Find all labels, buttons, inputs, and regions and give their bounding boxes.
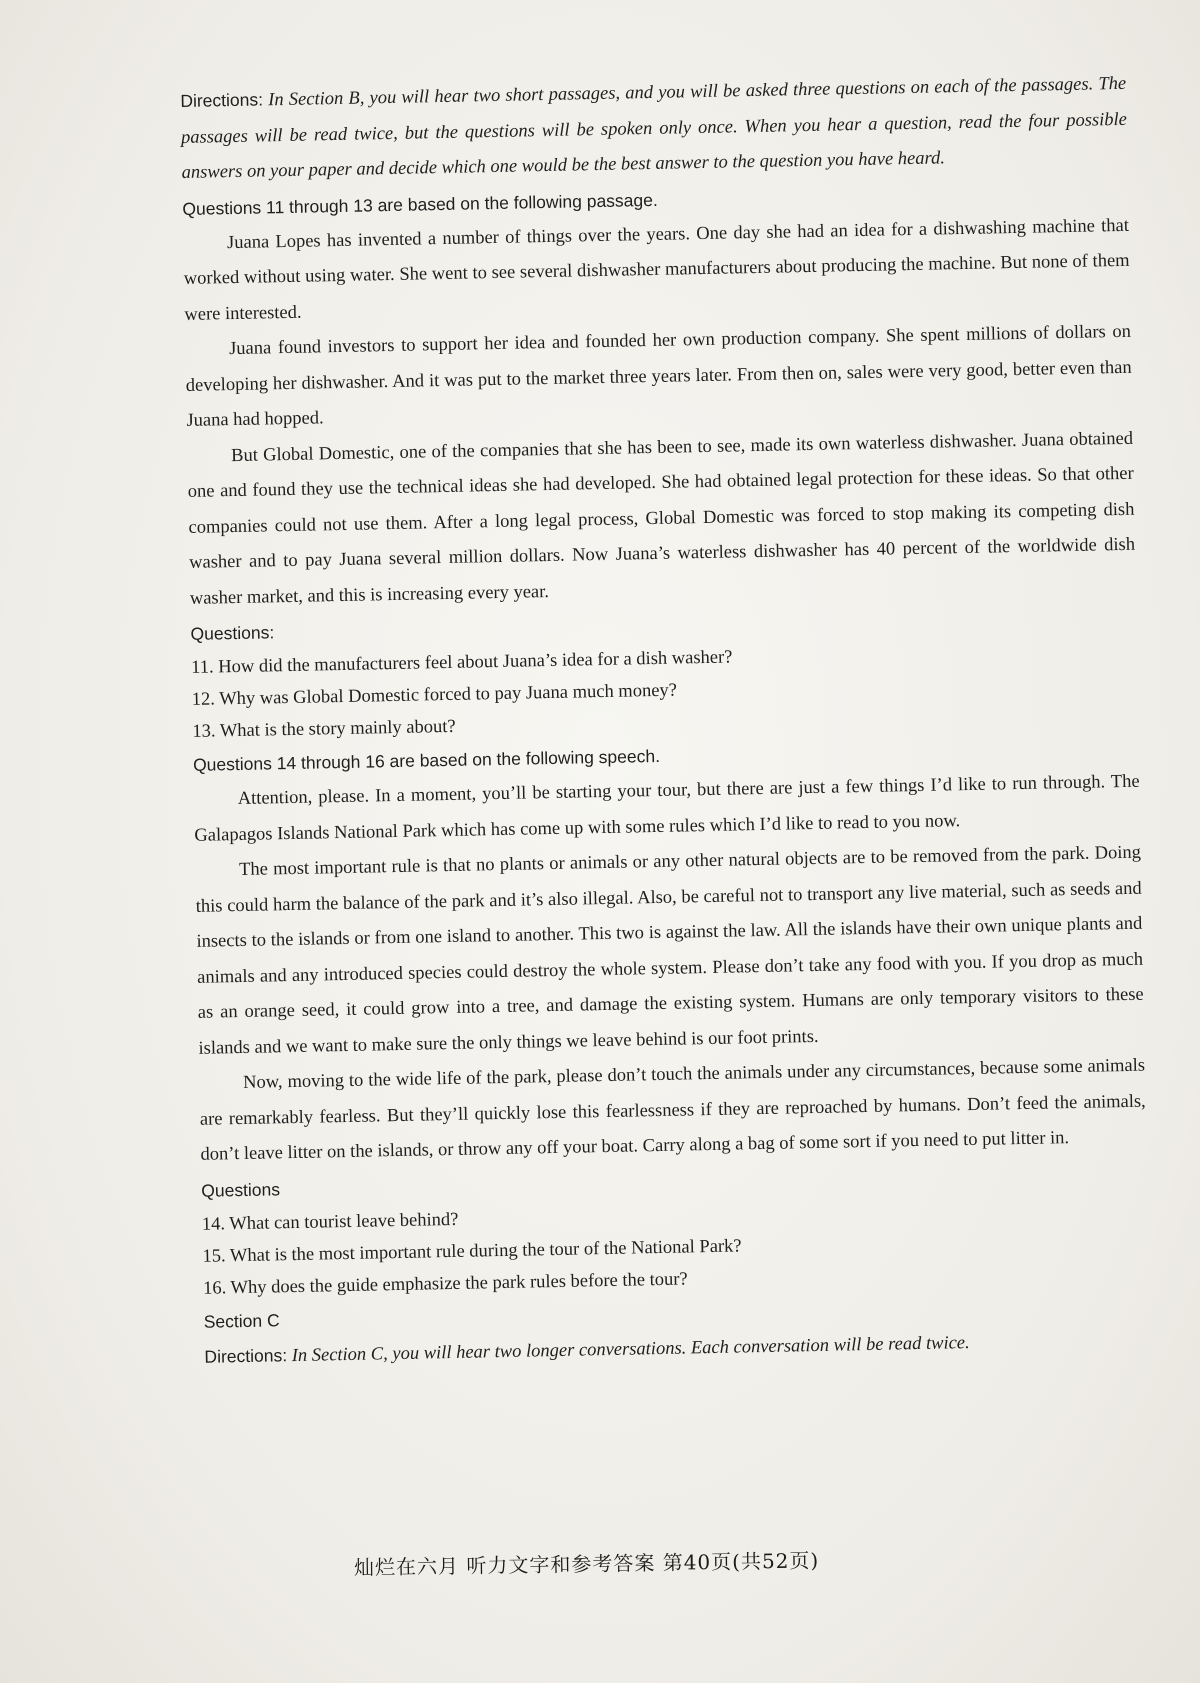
passage2-heading: Questions 14 through 16 are based on the following speech. <box>192 745 661 775</box>
section-b-directions <box>180 66 1128 192</box>
passage2-paragraph-3: Now, moving to the wide life of the park, please don’t touch the animals under any circumstances, because some animals are remarkably fearless. But they’ll quickly lose this fearlessness if they are reproached by humans. Don’t feed the animals, don’t leave litter on the islands, or throw any off your boat. Carry along a bag of some sort if you need to put litter in. <box>199 1055 1146 1165</box>
directions-text: In Section C, you will hear two longer conversations. Each conversation will be read twice. <box>291 1332 970 1366</box>
question-16: 16. Why does the guide emphasize the park rules before the tour? <box>202 1268 688 1299</box>
question-11: 11. How did the manufacturers feel about Juana’s idea for a dish washer? <box>191 647 733 678</box>
section-c-title: Section C <box>203 1309 280 1332</box>
directions-label: Directions: <box>204 1344 288 1367</box>
question-13: 13. What is the story mainly about? <box>192 716 456 742</box>
directions-label: Directions: <box>180 89 264 111</box>
passage1-questions-label: Questions: <box>190 622 275 644</box>
directions-text: In Section B, you will hear two short passages, and you will be asked three questions on each of the passages. The passages will be read twice, but the questions will be spoken only once. When you hear a question, read the four possible answers on your paper and decide which one would be the best answer to the question you have heard. <box>180 73 1128 183</box>
passage1-heading: Questions 11 through 13 are based on the following passage. <box>182 189 658 219</box>
question-12: 12. Why was Global Domestic forced to pay Juana much money? <box>191 680 678 710</box>
page-footer: 灿烂在六月 听力文字和参考答案 第40页(共52页) <box>353 1548 820 1580</box>
passage1-paragraph-1: Juana Lopes has invented a number of things over the years. One day she had an idea for a dishwashing machine that worked without using water. She went to see several dishwasher manufacturers about producing the machine. But none of them were interested. <box>183 215 1130 325</box>
question-15: 15. What is the most important rule during the tour of the National Park? <box>202 1235 742 1267</box>
page-content <box>180 66 1151 1376</box>
passage1-paragraph-2: Juana found investors to support her idea and founded her own production company. She spent millions of dollars on developing her dishwasher. And it was put to the market three years later. From then on, sales were very good, better even than Juana had hopped. <box>185 321 1132 431</box>
passage2-paragraph-1: Attention, please. In a moment, you’ll be starting your tour, but there are just a few things I’d like to run through. The Galapagos Islands National Park which has come up with some rules which I’d like to read to you now. <box>194 771 1140 846</box>
passage2-paragraph-2: The most important rule is that no plants or animals or any other natural objects are to be removed from the park. Doing this could harm the balance of the park and it’s also illegal. Also, be careful not to transport any live material, such as seeds and insects to the islands or from one island to another. This two is against the law. All the islands have their own unique plants and animals and any introduced species could destroy the whole system. Please don’t take any food with you. If you drop as much as an orange seed, it could grow into a tree, and damage the existing system. Humans are only temporary visitors to these islands and we want to make sure the only things we leave behind is our foot prints. <box>195 842 1144 1059</box>
question-14: 14. What can tourist leave behind? <box>201 1209 459 1235</box>
passage1-paragraph-3: But Global Domestic, one of the companies that she has been to see, made its own waterless dishwasher. Juana obtained one and found they use the technical ideas she had developed. She had obtained legal protection for these ideas. So that other companies could not use them. After a long legal process, Global Domestic was forced to stop making its competing dish washer and to pay Juana several million dollars. Now Juana’s waterless dishwasher has 40 percent of the worldwide dish washer market, and this is increasing every year. <box>187 428 1136 609</box>
passage2-questions-label: Questions <box>201 1178 281 1201</box>
